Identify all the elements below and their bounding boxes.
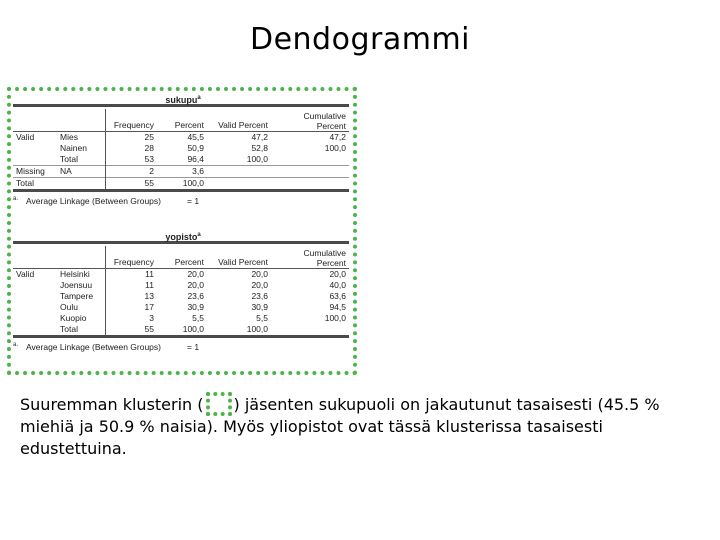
table-cell: Oulu xyxy=(60,302,78,312)
table-cell: 11 xyxy=(105,269,157,281)
table-cell: 20,0 xyxy=(187,280,204,290)
table-cell: Total xyxy=(60,154,78,164)
table-cell: Mies xyxy=(60,132,78,142)
table-cell: 30,9 xyxy=(187,302,204,312)
table-cell: 55 xyxy=(105,324,157,337)
table-title: yopisto$^a$ xyxy=(165,232,201,242)
table-cell: 23,6 xyxy=(187,291,204,301)
table-cell: Valid xyxy=(16,269,35,279)
table-cell: 40,0 xyxy=(329,280,346,290)
table-footnote: $^{a.}$ Average Linkage (Between Groups) = 1 xyxy=(13,341,200,352)
table-cell: 3,6 xyxy=(157,166,207,178)
table-cell: 3 xyxy=(105,313,157,324)
table-cell: 20,0 xyxy=(187,269,204,279)
table-row xyxy=(13,291,349,302)
table-cell: 20,0 xyxy=(329,269,346,279)
table-cell xyxy=(207,178,271,191)
table-cell xyxy=(13,154,57,166)
table-cell: NA xyxy=(57,166,105,178)
table-cell: Helsinki xyxy=(60,269,90,279)
frequency-table-sukupuoli xyxy=(13,92,353,205)
table-cell xyxy=(207,166,271,178)
table-cell xyxy=(13,291,57,302)
table-cell: 47,2 xyxy=(329,132,346,142)
table-row xyxy=(13,166,349,178)
table-cell: Kuopio xyxy=(60,313,87,323)
table-cell: 5,5 xyxy=(256,313,268,323)
table-cell: 20,0 xyxy=(251,269,268,279)
table-cell xyxy=(13,302,57,313)
table-cell xyxy=(13,280,57,291)
table-cell: 28 xyxy=(105,143,157,154)
table-row xyxy=(13,324,349,337)
table-cell: 30,9 xyxy=(251,302,268,312)
table-cell: 100,0 xyxy=(246,154,268,164)
table-cell: 55 xyxy=(105,178,157,191)
table-cell: Total xyxy=(13,178,57,191)
table-cell: 100,0 xyxy=(157,324,207,337)
table-cell: 11 xyxy=(105,280,157,291)
table-cell: 63,6 xyxy=(329,291,346,301)
table-cell xyxy=(271,154,349,166)
table-cell: 17 xyxy=(105,302,157,313)
slide-caption: Suuremman klusterin ( ) jäsenten sukupuoli on jakautunut tasaisesti (45.5 % miehiä ja 50.9 % naisia). Myös yliopistot ovat tässä klusterissa tasaisesti edustettuina. xyxy=(20,392,710,460)
table-cell xyxy=(13,143,57,154)
table-header-row: Frequency Percent Valid Percent Cumulative Percent xyxy=(13,109,349,132)
table-cell xyxy=(13,324,57,337)
table-row xyxy=(13,302,349,313)
slide-title: Dendogrammi xyxy=(249,22,470,57)
table-row xyxy=(13,132,349,144)
table-cell: 96,4 xyxy=(187,154,204,164)
table-row xyxy=(13,313,349,324)
table-cell xyxy=(13,313,57,324)
table-footnote: $^{a.}$ Average Linkage (Between Groups) = 1 xyxy=(13,195,200,206)
table-cell: 25 xyxy=(105,132,157,144)
table-cell xyxy=(57,178,105,191)
table-cell: 20,0 xyxy=(251,280,268,290)
table-cell: 52,8 xyxy=(251,143,268,153)
frequency-table xyxy=(13,241,349,338)
table-cell: 2 xyxy=(105,166,157,178)
table-cell: 13 xyxy=(105,291,157,302)
table-cell: Joensuu xyxy=(60,280,93,290)
table-cell xyxy=(271,178,349,191)
table-cell: 100,0 xyxy=(157,178,207,191)
table-cell: Total xyxy=(57,324,105,337)
table-cell: 47,2 xyxy=(251,132,268,142)
table-row xyxy=(13,280,349,291)
table-cell: 5,5 xyxy=(192,313,204,323)
table-cell: Nainen xyxy=(60,143,87,153)
table-cell: 94,5 xyxy=(329,302,346,312)
table-cell: 23,6 xyxy=(251,291,268,301)
table-row xyxy=(13,154,349,166)
cluster-marker-icon xyxy=(206,392,232,416)
table-header-row: Frequency Percent Valid Percent Cumulative Percent xyxy=(13,246,349,269)
table-cell xyxy=(271,166,349,178)
table-cell: 100,0 xyxy=(324,143,346,153)
table-cell: 100,0 xyxy=(207,324,271,337)
table-title: sukupu$^a$ xyxy=(165,95,201,105)
table-row xyxy=(13,143,349,154)
table-cell: 50,9 xyxy=(187,143,204,153)
frequency-table xyxy=(13,104,349,192)
table-cell: 53 xyxy=(105,154,157,166)
frequency-table-yliopisto xyxy=(13,229,353,351)
table-cell: Tampere xyxy=(60,291,94,301)
table-cell: 100,0 xyxy=(324,313,346,323)
table-cell: Missing xyxy=(13,166,57,178)
table-cell: 45,5 xyxy=(187,132,204,142)
table-row xyxy=(13,269,349,281)
table-cell: Valid xyxy=(16,132,35,142)
table-cell xyxy=(271,324,349,337)
table-row xyxy=(13,178,349,191)
